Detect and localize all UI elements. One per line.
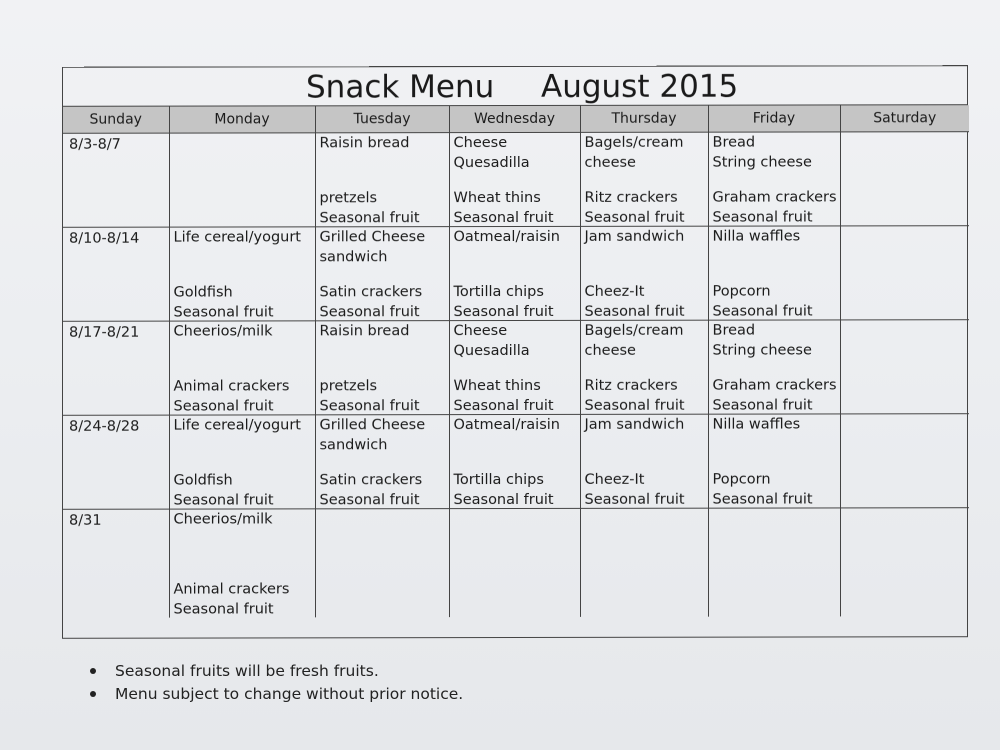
menu-cell-monday (169, 509, 315, 618)
menu-grid (63, 105, 969, 618)
snack-menu-table (62, 65, 968, 639)
snack-afternoon: Animal crackers Seasonal fruit (173, 581, 290, 618)
menu-cell-thursday (580, 226, 708, 320)
header-monday: Monday (169, 106, 315, 133)
snack-morning (320, 509, 445, 510)
snack-morning: Bread String cheese (712, 322, 812, 359)
week-rows (63, 132, 969, 618)
snack-morning: Bagels/cream cheese (584, 134, 684, 171)
menu-cell-tuesday (315, 227, 449, 321)
menu-cell-tuesday (315, 509, 449, 618)
footnote-text: Menu subject to change without prior notice. (115, 685, 464, 703)
header-tuesday: Tuesday (315, 106, 449, 133)
week-row (63, 414, 969, 510)
snack-afternoon: Cheez-It Seasonal fruit (584, 283, 685, 320)
menu-month: August 2015 (541, 68, 739, 105)
snack-afternoon: Graham crackers Seasonal fruit (712, 377, 837, 414)
menu-title: Snack Menu (306, 69, 495, 106)
snack-morning: Grilled Cheese sandwich (319, 417, 426, 453)
menu-cell-thursday (580, 132, 708, 226)
bullet-icon (90, 668, 96, 674)
week-cell (63, 321, 169, 415)
snack-morning: Raisin bread (319, 323, 410, 340)
week-cell (63, 415, 169, 509)
snack-morning: Cheerios/milk (173, 511, 273, 528)
menu-cell-thursday (580, 320, 708, 414)
snack-afternoon: Cheez-It Seasonal fruit (584, 471, 685, 508)
snack-morning: Cheese Quesadilla (453, 135, 530, 171)
week-cell (63, 133, 169, 227)
week-row (63, 132, 969, 228)
snack-morning (585, 509, 704, 510)
snack-afternoon: Popcorn Seasonal fruit (712, 283, 813, 320)
menu-cell-thursday (580, 508, 708, 617)
footnotes (90, 662, 463, 708)
snack-morning: Cheese Quesadilla (453, 323, 530, 359)
snack-morning (713, 508, 836, 509)
header-saturday: Saturday (840, 105, 969, 132)
menu-cell-wednesday (449, 132, 580, 226)
snack-afternoon: Ritz crackers Seasonal fruit (584, 189, 685, 226)
menu-cell-monday (169, 227, 315, 321)
week-label: 8/10-8/14 (69, 230, 140, 247)
snack-morning: Nilla waffles (712, 416, 801, 433)
menu-cell-tuesday (315, 133, 449, 227)
week-row (63, 226, 969, 322)
snack-afternoon: Satin crackers Seasonal fruit (319, 472, 423, 508)
snack-morning: Bagels/cream cheese (584, 322, 684, 359)
menu-cell-monday (169, 415, 315, 509)
snack-morning: Jam sandwich (584, 228, 685, 245)
menu-cell-friday (708, 226, 840, 320)
week-label: 8/31 (69, 512, 102, 529)
title-row (63, 66, 967, 107)
menu-cell-wednesday (449, 320, 580, 414)
snack-afternoon: Tortilla chips Seasonal fruit (453, 471, 554, 508)
week-row (63, 320, 969, 416)
snack-afternoon: Goldfish Seasonal fruit (173, 284, 274, 321)
snack-afternoon: Satin crackers Seasonal fruit (319, 284, 423, 320)
menu-cell-monday (169, 321, 315, 415)
menu-cell-wednesday (449, 226, 580, 320)
snack-afternoon: pretzels Seasonal fruit (319, 378, 420, 414)
menu-cell-friday (708, 508, 840, 617)
snack-morning: Nilla waffles (712, 228, 801, 245)
menu-cell-saturday (840, 414, 969, 508)
header-sunday: Sunday (63, 107, 169, 134)
snack-morning: Life cereal/yogurt (173, 229, 301, 246)
menu-cell-friday (708, 132, 840, 226)
header-thursday: Thursday (580, 106, 708, 133)
snack-afternoon: Tortilla chips Seasonal fruit (453, 283, 554, 320)
snack-morning: Bread String cheese (712, 134, 812, 171)
snack-morning: Raisin bread (319, 135, 410, 152)
snack-afternoon: Popcorn Seasonal fruit (712, 471, 813, 508)
snack-morning: Oatmeal/raisin (453, 228, 560, 246)
menu-cell-monday (169, 133, 315, 227)
week-label: 8/3-8/7 (69, 136, 121, 153)
menu-cell-tuesday (315, 415, 449, 509)
menu-cell-saturday (840, 226, 969, 320)
footnote-text: Seasonal fruits will be fresh fruits. (115, 662, 379, 680)
snack-afternoon: Goldfish Seasonal fruit (173, 472, 274, 509)
snack-morning: Grilled Cheese sandwich (319, 229, 426, 265)
snack-afternoon: Wheat thins Seasonal fruit (453, 189, 554, 226)
menu-cell-saturday (840, 508, 969, 617)
bullet-icon (90, 691, 96, 697)
menu-cell-saturday (840, 132, 969, 226)
snack-morning: Oatmeal/raisin (453, 416, 560, 434)
menu-cell-thursday (580, 414, 708, 508)
snack-afternoon: pretzels Seasonal fruit (319, 190, 420, 226)
week-cell (63, 509, 169, 618)
snack-morning (174, 133, 311, 134)
snack-afternoon: Ritz crackers Seasonal fruit (584, 377, 685, 414)
header-friday: Friday (708, 105, 840, 132)
menu-cell-wednesday (449, 414, 580, 508)
menu-cell-friday (708, 414, 840, 508)
menu-cell-friday (708, 320, 840, 414)
snack-morning: Cheerios/milk (173, 323, 273, 340)
week-label: 8/24-8/28 (69, 418, 140, 435)
footnote-item (90, 685, 463, 703)
snack-morning (454, 509, 576, 510)
footnote-item (90, 662, 463, 680)
day-header-row (63, 105, 969, 133)
week-row (63, 508, 969, 618)
snack-afternoon: Graham crackers Seasonal fruit (712, 189, 837, 226)
menu-cell-tuesday (315, 321, 449, 415)
snack-afternoon: Animal crackers Seasonal fruit (173, 378, 290, 415)
header-wednesday: Wednesday (449, 106, 580, 133)
menu-cell-saturday (840, 320, 969, 414)
snack-morning: Jam sandwich (584, 416, 685, 433)
week-cell (63, 227, 169, 321)
week-label: 8/17-8/21 (69, 324, 140, 341)
snack-morning: Life cereal/yogurt (173, 417, 301, 434)
snack-afternoon: Wheat thins Seasonal fruit (453, 377, 554, 414)
menu-cell-wednesday (449, 508, 580, 617)
